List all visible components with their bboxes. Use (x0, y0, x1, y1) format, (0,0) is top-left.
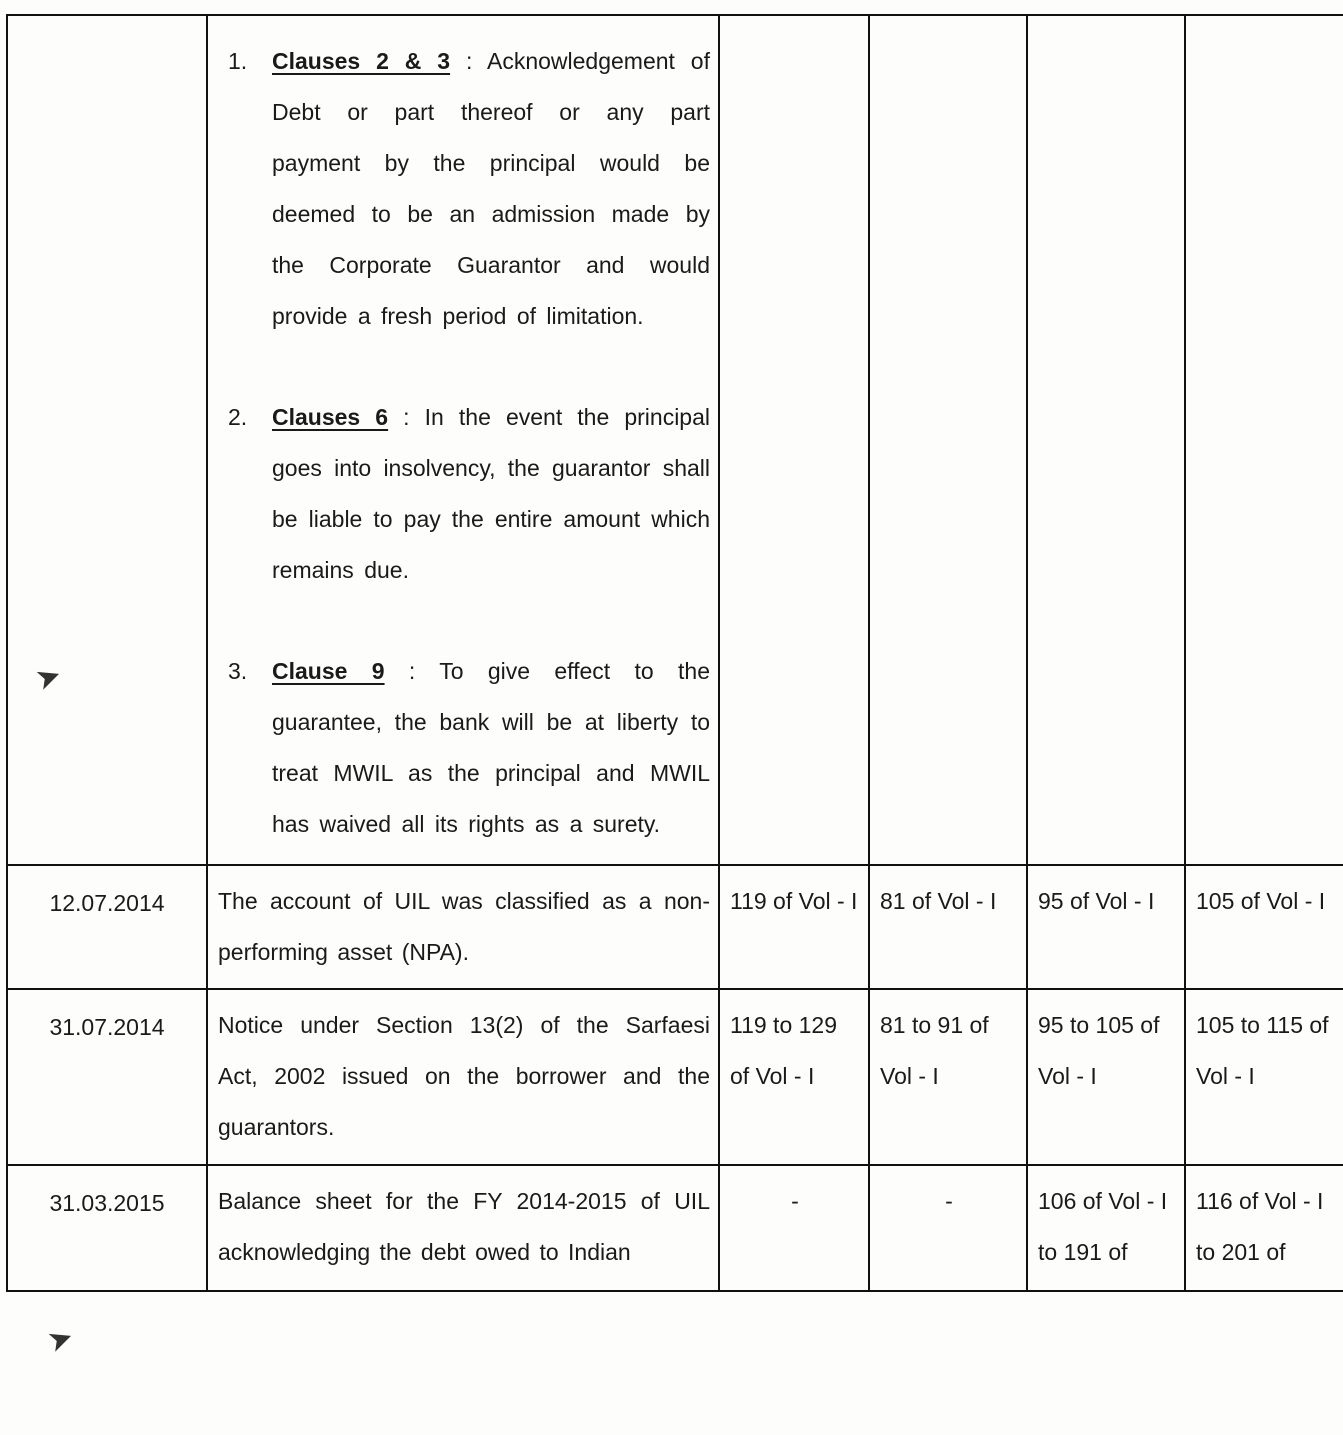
clause-reference: Clauses 2 & 3 (272, 48, 451, 74)
ref-cell (1185, 15, 1343, 865)
table-row (7, 989, 1343, 1165)
table-row (7, 1165, 1343, 1291)
clause-text: : In the event the principal goes into insolvency, the guarantor shall be liable to pay the entire amount which remains due. (272, 404, 710, 583)
date-cell: 31.07.2014 (7, 989, 207, 1165)
pen-mark-icon: ➤ (43, 1319, 79, 1360)
clause-number: 1. (228, 48, 248, 74)
ref-cell: 81 of Vol - I (869, 865, 1027, 989)
ref-cell: 105 of Vol - I (1185, 865, 1343, 989)
clause-reference: Clauses 6 (272, 404, 389, 430)
ref-cell: 119 of Vol - I (719, 865, 869, 989)
clause-number: 2. (228, 404, 248, 430)
clause-number: 3. (228, 658, 248, 684)
ref-cell: 95 to 105 of Vol - I (1027, 989, 1185, 1165)
clause-reference: Clause 9 (272, 658, 385, 684)
ref-cell: 119 to 129 of Vol - I (719, 989, 869, 1165)
ref-cell: 105 to 115 of Vol - I (1185, 989, 1343, 1165)
clause-body (272, 392, 710, 596)
ref-cell: 106 of Vol - I to 191 of (1027, 1165, 1185, 1291)
description-cell: Notice under Section 13(2) of the Sarfaesi Act, 2002 issued on the borrower and the guarantors. (207, 989, 719, 1165)
table-row (7, 865, 1343, 989)
clause-item (224, 36, 710, 342)
ref-cell (869, 15, 1027, 865)
date-cell: 12.07.2014 (7, 865, 207, 989)
clause-list (208, 16, 718, 864)
table-row (7, 15, 1343, 865)
ref-cell: - (719, 1165, 869, 1291)
clause-body (272, 36, 710, 342)
ref-cell: 95 of Vol - I (1027, 865, 1185, 989)
description-cell (207, 15, 719, 865)
description-cell: The account of UIL was classified as a non-performing asset (NPA). (207, 865, 719, 989)
chronology-table (6, 14, 1343, 1292)
clause-text: : To give effect to the guarantee, the bank will be at liberty to treat MWIL as the principal and MWIL has waived all its rights as a surety. (272, 658, 711, 837)
pen-mark-icon: ➤ (31, 657, 67, 698)
date-cell: 31.03.2015 (7, 1165, 207, 1291)
clause-item (224, 392, 710, 596)
ref-cell: 81 to 91 of Vol - I (869, 989, 1027, 1165)
clause-body (272, 646, 710, 850)
ref-cell (1027, 15, 1185, 865)
description-cell: Balance sheet for the FY 2014-2015 of UIL acknowledging the debt owed to Indian (207, 1165, 719, 1291)
date-cell (7, 15, 207, 865)
ref-cell (719, 15, 869, 865)
clause-text: : Acknowledgement of Debt or part thereof or any part payment by the principal would be deemed to be an admission made by the Corporate Guarantor and would provide a fresh period of limitation. (272, 48, 710, 329)
ref-cell: 116 of Vol - I to 201 of (1185, 1165, 1343, 1291)
ref-cell: - (869, 1165, 1027, 1291)
clause-item (224, 646, 710, 850)
